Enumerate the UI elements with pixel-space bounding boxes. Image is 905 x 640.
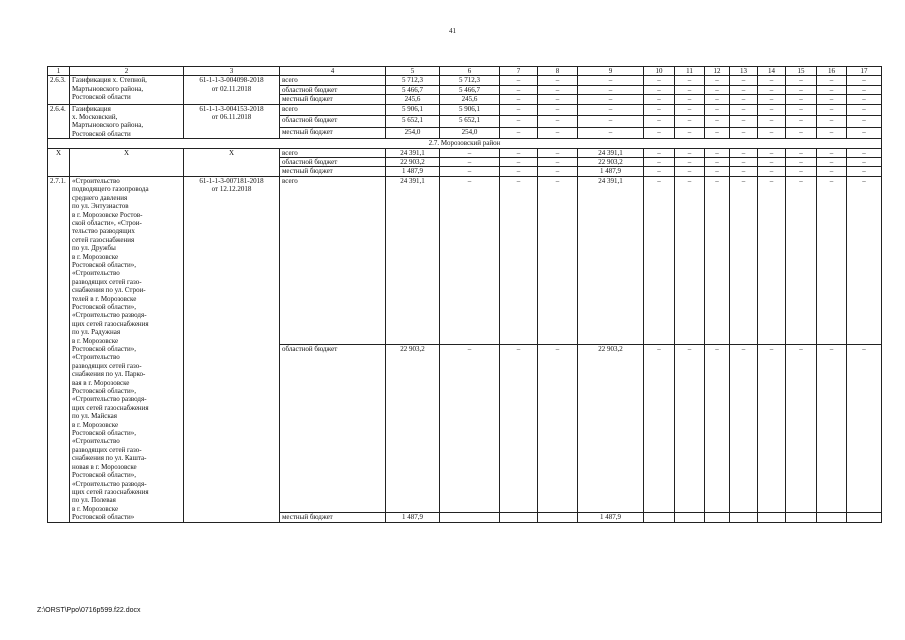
- value-cell: –: [730, 127, 758, 139]
- value-cell: –: [847, 167, 882, 176]
- cell-line: по ул. Радужная: [72, 328, 121, 337]
- value-cell: [440, 513, 500, 522]
- row-number: 2.7.1.: [48, 176, 70, 522]
- value-cell: 1 487,9: [386, 513, 440, 522]
- value-cell: 24 391,1: [386, 176, 440, 344]
- value-cell: –: [758, 167, 786, 176]
- funding-source: местный бюджет: [280, 95, 386, 104]
- value-cell: –: [847, 76, 882, 85]
- cell-line: от 06.11.2018: [211, 113, 252, 122]
- value-cell: –: [500, 167, 538, 176]
- value-cell: –: [578, 85, 644, 94]
- cell-line: Мартыновского района,: [72, 84, 144, 93]
- value-cell: –: [817, 158, 847, 167]
- value-cell: –: [705, 345, 730, 513]
- cell-line: новая в г. Морозовске: [72, 462, 137, 471]
- cell-line: щих сетей газоснабжения: [72, 403, 149, 412]
- value-cell: 22 903,2: [386, 158, 440, 167]
- value-cell: –: [538, 116, 578, 128]
- cell-line: снабжения по ул. Кашта-: [72, 454, 147, 463]
- registry-number: [184, 104, 280, 139]
- registry-number: [184, 76, 280, 104]
- value-cell: –: [817, 345, 847, 513]
- cell-line: разводящих сетей газо-: [72, 361, 142, 370]
- value-cell: –: [538, 127, 578, 139]
- value-cell: –: [644, 176, 675, 344]
- value-cell: –: [675, 148, 705, 157]
- value-cell: –: [847, 176, 882, 344]
- value-cell: –: [538, 104, 578, 116]
- cell-line: Ростовской области»: [72, 513, 135, 522]
- value-cell: 5 652,1: [440, 116, 500, 128]
- cell-line: в г. Морозовске: [72, 336, 119, 345]
- cell-line: сетей газоснабжения: [72, 235, 135, 244]
- value-cell: –: [847, 95, 882, 104]
- value-cell: –: [538, 167, 578, 176]
- object-name: Х: [70, 148, 184, 176]
- cell-line: снабжения по ул. Парко-: [72, 370, 146, 379]
- value-cell: –: [675, 116, 705, 128]
- column-header: 2: [70, 67, 184, 76]
- page-number: 41: [449, 27, 456, 35]
- value-cell: –: [786, 76, 817, 85]
- value-cell: –: [440, 148, 500, 157]
- value-cell: –: [644, 167, 675, 176]
- cell-line: Ростовской области»,: [72, 429, 137, 438]
- value-cell: –: [500, 85, 538, 94]
- value-cell: –: [538, 158, 578, 167]
- cell-line: по ул. Полевая: [72, 496, 116, 505]
- column-header: 15: [786, 67, 817, 76]
- value-cell: –: [644, 148, 675, 157]
- value-cell: –: [538, 345, 578, 513]
- value-cell: –: [786, 167, 817, 176]
- funding-source: областной бюджет: [280, 345, 386, 513]
- value-cell: 22 903,2: [578, 345, 644, 513]
- funding-source: всего: [280, 148, 386, 157]
- value-cell: –: [786, 176, 817, 344]
- value-cell: [847, 513, 882, 522]
- cell-line: разводящих сетей газо-: [72, 277, 142, 286]
- value-cell: 5 712,3: [386, 76, 440, 85]
- cell-line: «Строительство: [72, 176, 120, 185]
- cell-line: Ростовской области: [72, 129, 131, 138]
- value-cell: –: [817, 176, 847, 344]
- cell-line: по ул. Дружбы: [72, 244, 116, 253]
- value-cell: 5 906,1: [440, 104, 500, 116]
- value-cell: –: [500, 127, 538, 139]
- cell-line: 61-1-1-3-007181-2018: [199, 176, 264, 185]
- value-cell: –: [817, 148, 847, 157]
- value-cell: [705, 513, 730, 522]
- value-cell: –: [786, 345, 817, 513]
- value-cell: –: [440, 345, 500, 513]
- row-number: Х: [48, 148, 70, 176]
- value-cell: –: [644, 116, 675, 128]
- column-header: 6: [440, 67, 500, 76]
- value-cell: –: [786, 127, 817, 139]
- value-cell: –: [730, 104, 758, 116]
- value-cell: [538, 513, 578, 522]
- value-cell: –: [675, 85, 705, 94]
- value-cell: [500, 513, 538, 522]
- cell-line: «Строительство: [72, 269, 120, 278]
- value-cell: –: [440, 167, 500, 176]
- cell-line: «Строительство разводя-: [72, 395, 147, 404]
- value-cell: –: [786, 95, 817, 104]
- value-cell: –: [675, 345, 705, 513]
- value-cell: –: [675, 158, 705, 167]
- column-header: 10: [644, 67, 675, 76]
- cell-line: в г. Морозовске: [72, 420, 119, 429]
- value-cell: 24 391,1: [578, 148, 644, 157]
- value-cell: –: [500, 345, 538, 513]
- funding-source: местный бюджет: [280, 127, 386, 139]
- object-name: [70, 76, 184, 104]
- value-cell: 5 652,1: [386, 116, 440, 128]
- value-cell: [644, 513, 675, 522]
- value-cell: –: [786, 116, 817, 128]
- value-cell: –: [817, 167, 847, 176]
- cell-line: «Строительство: [72, 437, 120, 446]
- value-cell: 5 906,1: [386, 104, 440, 116]
- value-cell: [786, 513, 817, 522]
- table-row: [48, 176, 882, 344]
- cell-line: в г. Морозовске: [72, 504, 119, 513]
- value-cell: 1 487,9: [578, 513, 644, 522]
- value-cell: –: [847, 127, 882, 139]
- cell-line: щих сетей газоснабжения: [72, 319, 149, 328]
- value-cell: 254,0: [440, 127, 500, 139]
- value-cell: –: [538, 76, 578, 85]
- value-cell: –: [758, 95, 786, 104]
- funding-source: местный бюджет: [280, 513, 386, 522]
- value-cell: –: [705, 127, 730, 139]
- value-cell: –: [758, 85, 786, 94]
- value-cell: –: [500, 148, 538, 157]
- value-cell: 245,6: [386, 95, 440, 104]
- cell-line: Ростовской области: [72, 93, 131, 102]
- cell-line: Газификация: [72, 104, 111, 113]
- cell-line: снабжения по ул. Строи-: [72, 286, 146, 295]
- column-header: 5: [386, 67, 440, 76]
- column-header: 3: [184, 67, 280, 76]
- value-cell: –: [817, 127, 847, 139]
- value-cell: –: [578, 95, 644, 104]
- value-cell: –: [675, 127, 705, 139]
- column-header: 9: [578, 67, 644, 76]
- value-cell: 24 391,1: [578, 176, 644, 344]
- value-cell: –: [786, 104, 817, 116]
- cell-line: «Строительство: [72, 353, 120, 362]
- column-header: 17: [847, 67, 882, 76]
- row-number: 2.6.3.: [48, 76, 70, 104]
- funding-source: местный бюджет: [280, 167, 386, 176]
- value-cell: [730, 513, 758, 522]
- cell-line: тельство разводящих: [72, 227, 135, 236]
- value-cell: –: [538, 95, 578, 104]
- table-row: [48, 76, 882, 85]
- value-cell: –: [758, 345, 786, 513]
- value-cell: –: [817, 76, 847, 85]
- value-cell: –: [705, 158, 730, 167]
- cell-line: телей в г. Морозовске: [72, 294, 137, 303]
- value-cell: 245,6: [440, 95, 500, 104]
- cell-line: х. Московский,: [72, 113, 118, 122]
- value-cell: 24 391,1: [386, 148, 440, 157]
- cell-line: по ул. Майская: [72, 412, 117, 421]
- value-cell: –: [578, 116, 644, 128]
- value-cell: –: [705, 76, 730, 85]
- funding-source: всего: [280, 104, 386, 116]
- funding-source: областной бюджет: [280, 158, 386, 167]
- value-cell: –: [500, 116, 538, 128]
- value-cell: –: [730, 148, 758, 157]
- value-cell: –: [730, 85, 758, 94]
- cell-line: Ростовской области»,: [72, 345, 137, 353]
- value-cell: –: [705, 176, 730, 344]
- column-header: 8: [538, 67, 578, 76]
- registry-number: [184, 176, 280, 522]
- value-cell: –: [758, 148, 786, 157]
- value-cell: –: [847, 85, 882, 94]
- value-cell: –: [705, 95, 730, 104]
- cell-line: от 12.12.2018: [211, 185, 252, 194]
- value-cell: –: [758, 116, 786, 128]
- value-cell: –: [730, 116, 758, 128]
- value-cell: –: [675, 95, 705, 104]
- funding-source: областной бюджет: [280, 85, 386, 94]
- value-cell: –: [786, 158, 817, 167]
- value-cell: –: [644, 85, 675, 94]
- value-cell: –: [644, 127, 675, 139]
- value-cell: 1 487,9: [386, 167, 440, 176]
- value-cell: –: [705, 104, 730, 116]
- value-cell: –: [758, 76, 786, 85]
- value-cell: –: [500, 104, 538, 116]
- value-cell: –: [644, 95, 675, 104]
- value-cell: –: [675, 176, 705, 344]
- column-header: 12: [705, 67, 730, 76]
- value-cell: –: [847, 148, 882, 157]
- value-cell: 5 466,7: [440, 85, 500, 94]
- value-cell: –: [758, 127, 786, 139]
- value-cell: –: [578, 104, 644, 116]
- value-cell: –: [500, 176, 538, 344]
- cell-line: Ростовской области»,: [72, 471, 137, 480]
- value-cell: –: [730, 345, 758, 513]
- cell-line: среднего давления: [72, 193, 128, 202]
- value-cell: –: [578, 127, 644, 139]
- cell-line: от 02.11.2018: [211, 84, 252, 93]
- funding-source: областной бюджет: [280, 116, 386, 128]
- cell-line: «Строительство разводя-: [72, 311, 147, 320]
- value-cell: –: [705, 85, 730, 94]
- cell-line: 61-1-1-3-004098-2018: [199, 76, 264, 85]
- value-cell: –: [675, 167, 705, 176]
- value-cell: –: [730, 76, 758, 85]
- cell-line: разводящих сетей газо-: [72, 445, 142, 454]
- value-cell: –: [786, 85, 817, 94]
- value-cell: 5 712,3: [440, 76, 500, 85]
- column-header: 7: [500, 67, 538, 76]
- value-cell: –: [644, 345, 675, 513]
- registry-number: Х: [184, 148, 280, 176]
- object-name: [70, 104, 184, 139]
- value-cell: –: [817, 95, 847, 104]
- value-cell: –: [644, 104, 675, 116]
- value-cell: [675, 513, 705, 522]
- section-title: 2.7. Морозовский район: [48, 139, 882, 148]
- value-cell: –: [675, 76, 705, 85]
- value-cell: –: [500, 158, 538, 167]
- cell-line: в г. Морозовске Ростов-: [72, 210, 143, 219]
- value-cell: –: [847, 116, 882, 128]
- cell-line: ской области», «Строи-: [72, 218, 142, 227]
- value-cell: –: [705, 148, 730, 157]
- value-cell: –: [440, 158, 500, 167]
- value-cell: –: [847, 158, 882, 167]
- cell-line: «Строительство разводя-: [72, 479, 147, 488]
- value-cell: –: [500, 95, 538, 104]
- value-cell: [817, 513, 847, 522]
- value-cell: –: [538, 176, 578, 344]
- value-cell: –: [817, 85, 847, 94]
- funding-source: всего: [280, 176, 386, 344]
- value-cell: –: [758, 104, 786, 116]
- budget-table: [47, 66, 882, 523]
- value-cell: –: [817, 116, 847, 128]
- cell-line: по ул. Энтузиастов: [72, 202, 129, 211]
- value-cell: –: [730, 167, 758, 176]
- value-cell: 1 487,9: [578, 167, 644, 176]
- column-header: 16: [817, 67, 847, 76]
- value-cell: –: [644, 158, 675, 167]
- cell-line: щих сетей газоснабжения: [72, 487, 149, 496]
- value-cell: –: [440, 176, 500, 344]
- value-cell: –: [644, 76, 675, 85]
- cell-line: вая в г. Морозовске: [72, 378, 130, 387]
- cell-line: Ростовской области»,: [72, 387, 137, 396]
- value-cell: –: [705, 116, 730, 128]
- table-row: [48, 104, 882, 116]
- column-header: 4: [280, 67, 386, 76]
- value-cell: –: [500, 76, 538, 85]
- value-cell: –: [730, 158, 758, 167]
- value-cell: –: [578, 76, 644, 85]
- value-cell: –: [847, 345, 882, 513]
- cell-line: подводящего газопровода: [72, 185, 149, 194]
- cell-line: Газификация х. Степной,: [72, 76, 147, 85]
- column-header: 11: [675, 67, 705, 76]
- funding-source: всего: [280, 76, 386, 85]
- value-cell: –: [730, 95, 758, 104]
- row-number: 2.6.4.: [48, 104, 70, 139]
- table-row: [48, 148, 882, 157]
- value-cell: 254,0: [386, 127, 440, 139]
- value-cell: –: [730, 176, 758, 344]
- value-cell: –: [538, 148, 578, 157]
- value-cell: –: [675, 104, 705, 116]
- column-header: 13: [730, 67, 758, 76]
- object-name: [70, 176, 184, 522]
- cell-line: 61-1-1-3-004153-2018: [199, 104, 264, 113]
- column-header: 14: [758, 67, 786, 76]
- value-cell: –: [817, 104, 847, 116]
- value-cell: –: [786, 148, 817, 157]
- file-path-footer: Z:\ORST\Ppo\0716p599.f22.docx: [37, 607, 141, 614]
- column-header: 1: [48, 67, 70, 76]
- value-cell: –: [538, 85, 578, 94]
- value-cell: 5 466,7: [386, 85, 440, 94]
- cell-line: Ростовской области»,: [72, 260, 137, 269]
- cell-line: Мартыновского района,: [72, 121, 144, 130]
- value-cell: –: [758, 158, 786, 167]
- value-cell: 22 903,2: [578, 158, 644, 167]
- cell-line: в г. Морозовске: [72, 252, 119, 261]
- value-cell: [758, 513, 786, 522]
- value-cell: –: [705, 167, 730, 176]
- value-cell: –: [847, 104, 882, 116]
- value-cell: –: [758, 176, 786, 344]
- cell-line: Ростовской области»,: [72, 302, 137, 311]
- value-cell: 22 903,2: [386, 345, 440, 513]
